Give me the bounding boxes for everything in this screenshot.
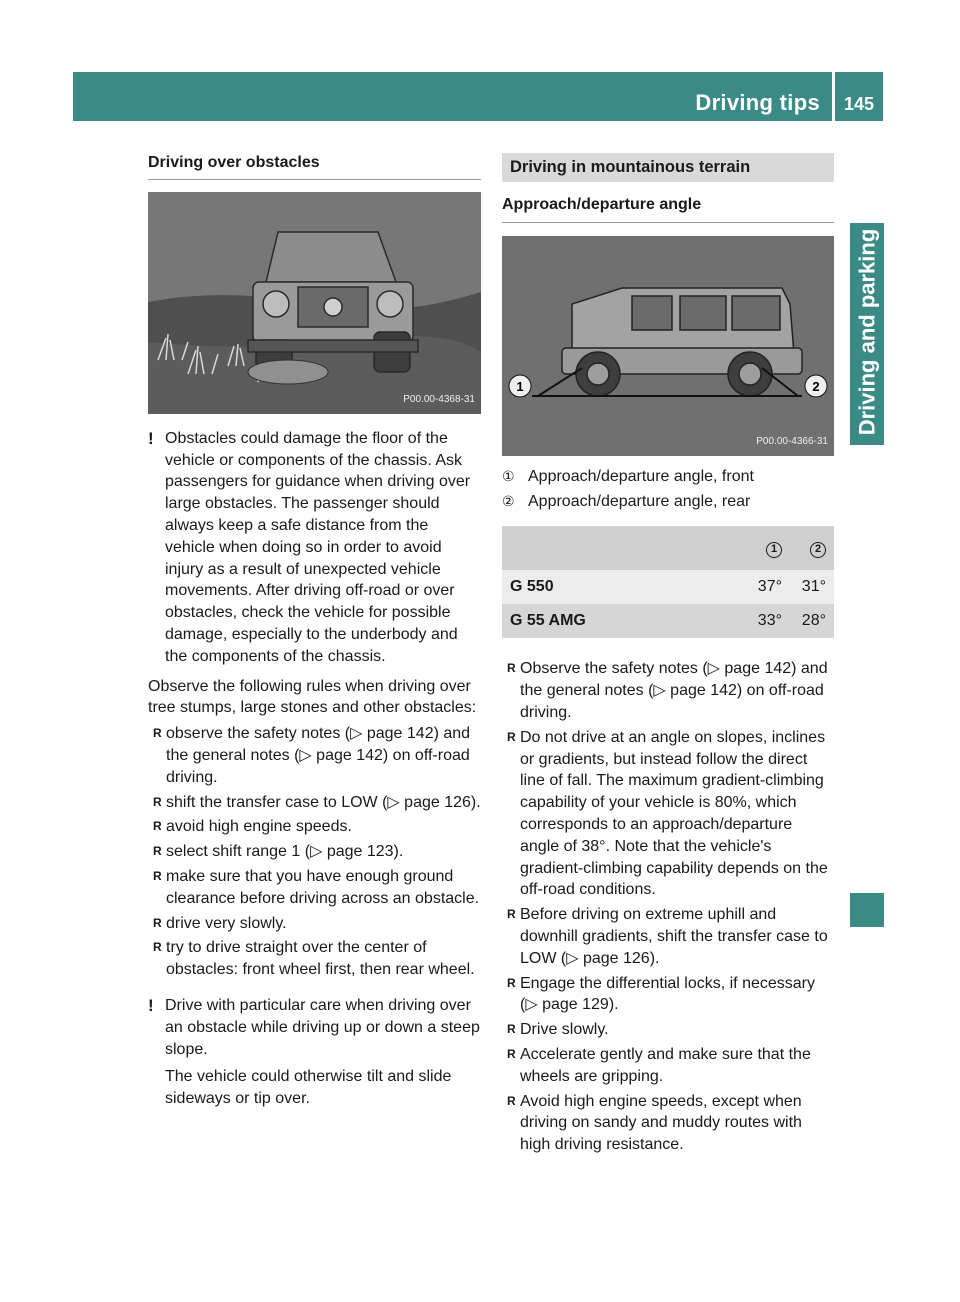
list-item: R shift the transfer case to LOW (▷ page 126).	[148, 792, 481, 814]
rules-intro: Observe the following rules when driving over tree stumps, large stones and other obstacles:	[148, 677, 477, 717]
table-header-2: 2	[810, 542, 826, 558]
list-item: R make sure that you have enough ground clearance before driving across an obstacle.	[148, 866, 481, 910]
legend-row	[502, 466, 834, 488]
table-row	[502, 604, 834, 638]
list-item: R Avoid high engine speeds, except when driving on sandy and muddy routes with high driving resistance.	[502, 1091, 834, 1156]
angle-figure	[502, 236, 834, 456]
front-angle-cell: 33°	[746, 604, 790, 638]
list-item: R Engage the differential locks, if necessary (▷ page 129).	[502, 973, 834, 1017]
model-cell: G 55 AMG	[502, 604, 746, 638]
list-item: R avoid high engine speeds.	[148, 816, 481, 838]
callout-1	[509, 375, 531, 397]
figure-legend	[502, 466, 834, 513]
mountain-rules-list	[502, 658, 834, 1156]
list-item: R Do not drive at an angle on slopes, inclines or gradients, but instead follow the direct line of fall. The maximum gradient-climbing capability of your vehicle is 80%, which corresponds to an approach/departure angle of 38°. Note that the vehicle's gradient-climbing capability depends on the off-road conditions.	[502, 727, 834, 901]
side-marker	[850, 893, 884, 927]
list-item: R drive very slowly.	[148, 913, 481, 935]
model-cell: G 550	[502, 570, 746, 604]
list-item: R try to drive straight over the center of obstacles: front wheel first, then rear wheel.	[148, 937, 481, 981]
section-heading-mountain: Driving in mountainous terrain	[502, 153, 834, 182]
header-divider	[832, 72, 835, 121]
left-column	[148, 152, 481, 1110]
figure-code: P00.00-4368-31	[403, 394, 475, 405]
page-number: 145	[844, 94, 875, 114]
obstacle-illustration	[148, 192, 481, 414]
callout-2	[805, 375, 827, 397]
warning-mark: !	[148, 995, 154, 1015]
rules-list	[148, 723, 481, 981]
legend-text: Approach/departure angle, front	[528, 467, 754, 485]
list-item: R Drive slowly.	[502, 1019, 834, 1041]
warning-obstacles	[148, 428, 481, 668]
warning-text: Drive with particular care when driving over an obstacle while driving up or down a steep slope.	[165, 996, 480, 1058]
front-angle-cell: 37°	[746, 570, 790, 604]
header-title: Driving tips	[695, 90, 820, 115]
section-heading-obstacles: Driving over obstacles	[148, 152, 481, 180]
table-row	[502, 570, 834, 604]
legend-text: Approach/departure angle, rear	[528, 492, 751, 510]
warning-slope	[148, 995, 481, 1110]
list-item: R select shift range 1 (▷ page 123).	[148, 841, 481, 863]
figure-code: P00.00-4366-31	[756, 436, 828, 447]
right-column	[502, 153, 834, 1156]
legend-number: ②	[502, 492, 515, 509]
svg-text:2: 2	[812, 378, 820, 394]
side-tab-label-wrap	[847, 222, 887, 442]
svg-text:1: 1	[516, 378, 524, 394]
angle-table	[502, 526, 834, 638]
warning-mark: !	[148, 428, 154, 448]
legend-number: ①	[502, 467, 515, 484]
rear-angle-cell: 28°	[790, 604, 834, 638]
obstacle-figure	[148, 192, 481, 414]
angle-illustration	[502, 236, 834, 456]
table-header-row	[502, 526, 834, 570]
rear-angle-cell: 31°	[790, 570, 834, 604]
table-header-1: 1	[766, 542, 782, 558]
list-item: R Accelerate gently and make sure that the wheels are gripping.	[502, 1044, 834, 1088]
legend-row	[502, 491, 834, 513]
warning-text: Obstacles could damage the floor of the vehicle or components of the chassis. Ask passengers for guidance when driving over large obstacles. The passenger should always keep a safe distance from the vehicle when doing so in order to avoid injury as a result of unexpected vehicle movements. After driving off-road or over obstacles, check the vehicle for possible damage, especially to the underbody and the components of the chassis.	[165, 429, 471, 665]
list-item: R Observe the safety notes (▷ page 142) and the general notes (▷ page 142) on off-road driving.	[502, 658, 834, 723]
subheading-angle: Approach/departure angle	[502, 194, 834, 223]
list-item: R observe the safety notes (▷ page 142) and the general notes (▷ page 142) on off-road driving.	[148, 723, 481, 788]
warning-text: The vehicle could otherwise tilt and slide sideways or tip over.	[165, 1068, 452, 1108]
side-tab-label: Driving and parking	[854, 228, 879, 436]
list-item: R Before driving on extreme uphill and downhill gradients, shift the transfer case to LOW (▷ page 126).	[502, 904, 834, 969]
